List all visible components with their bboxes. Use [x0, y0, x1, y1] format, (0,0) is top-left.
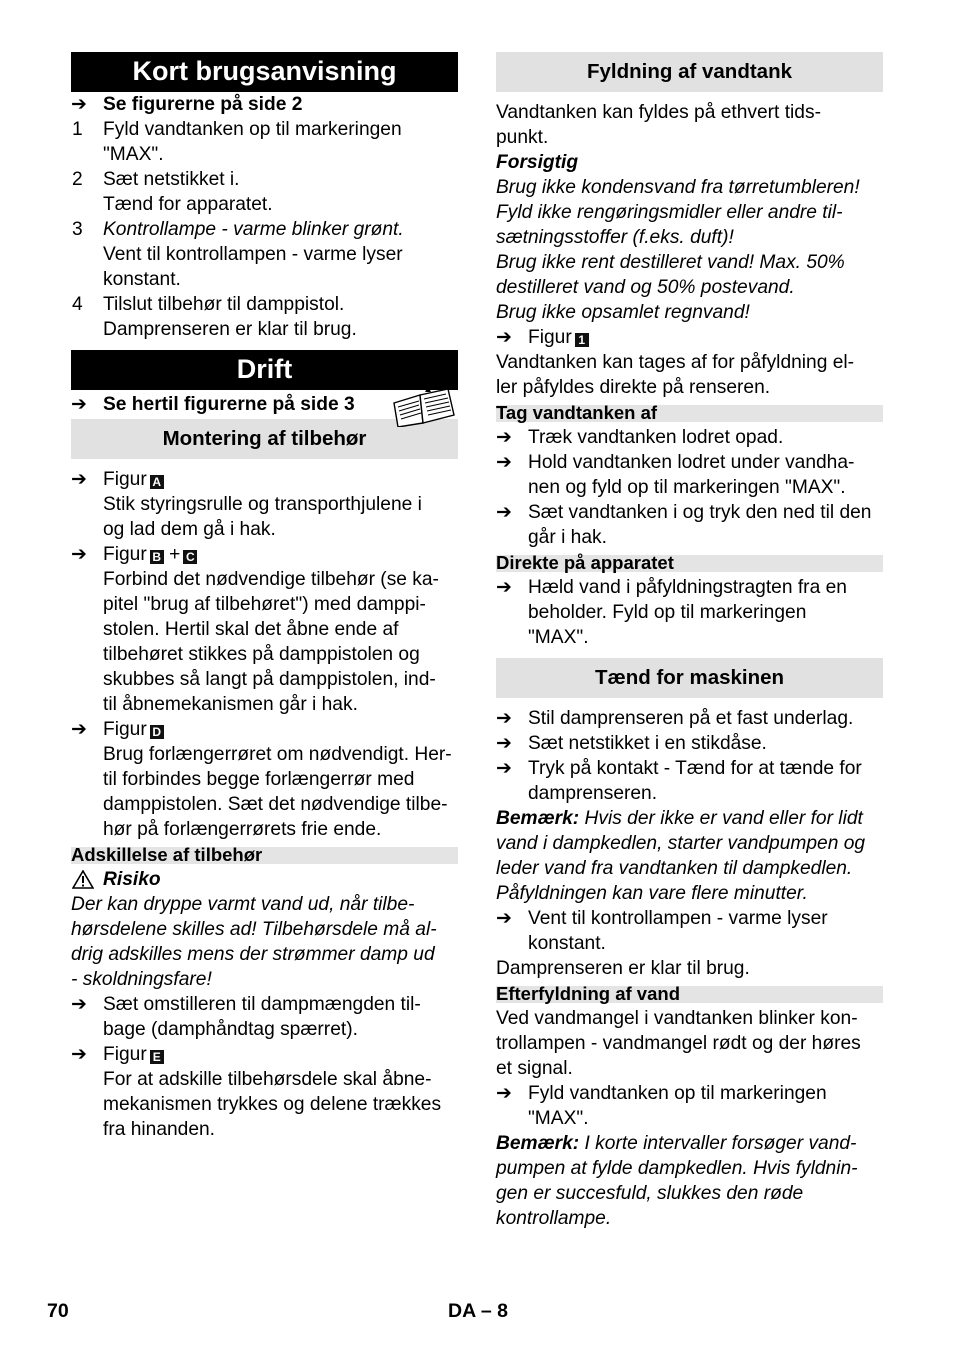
arrow-icon: ➔: [71, 469, 87, 490]
taend-bullet-2: ➔ Sæt netstikket i en stikdåse.: [496, 733, 767, 754]
figure-a-badge: A: [150, 475, 164, 489]
heading-tag-vandtanken-af: Tag vandtanken af: [496, 403, 883, 422]
arrow-icon: ➔: [496, 452, 512, 473]
figure-e-badge: E: [150, 1050, 164, 1064]
tag-af-bullet-2: ➔ Hold vandtanken lodret under vandha- nen og fyld op til markeringen "MAX".: [496, 452, 855, 498]
figure-d-badge: D: [150, 725, 164, 739]
efterfyldning-bullet: ➔ Fyld vandtanken op til markeringen "MAX".: [496, 1083, 827, 1129]
arrow-icon: ➔: [496, 908, 512, 929]
fyldning-text-after: Vandtanken kan tages af for påfyldning el- ler påfyldes direkte på renseren.: [496, 352, 855, 398]
efterfyldning-text: Ved vandmangel i vandtanken blinker kon- trollampen - vandmangel rødt og der høres et signal.: [496, 1008, 861, 1079]
right-column: [496, 52, 883, 1231]
figure-1-badge: 1: [575, 333, 589, 347]
adskillelse-step-1: ➔ Sæt omstilleren til dampmængden til- bage (damphåndtag spærret).: [71, 994, 421, 1040]
figure-b-badge: B: [150, 550, 164, 564]
adskillelse-figur-e: ➔ Figur E For at adskille tilbehørsdele skal åbne- mekanismen trykkes og delene trækkes fra hinanden.: [71, 1044, 442, 1140]
note-label: Bemærk:: [496, 1133, 580, 1154]
direkte-bullet-1: ➔ Hæld vand i påfyldningstragten fra en beholder. Fyld op til markeringen "MAX".: [496, 577, 847, 648]
heading-direkte-pa-apparatet: Direkte på apparatet: [496, 553, 883, 572]
arrow-icon: ➔: [496, 1083, 512, 1104]
tag-af-bullet-3: ➔ Sæt vandtanken i og tryk den ned til den går i hak.: [496, 502, 872, 548]
step-1: 1 Fyld vandtanken op til markeringen "MAX".: [72, 119, 402, 165]
fyldning-figur-1: ➔ Figur 1: [496, 325, 883, 350]
heading-taend-for-maskinen: Tænd for maskinen: [496, 658, 883, 698]
fyldning-intro: Vandtanken kan fyldes på ethvert tids- punkt.: [496, 102, 821, 148]
taend-bullet-3: ➔ Tryk på kontakt - Tænd for at tænde for damprenseren.: [496, 758, 862, 804]
arrow-icon: ➔: [71, 94, 87, 115]
arrow-icon: ➔: [496, 327, 512, 348]
page-number: 70: [47, 1300, 69, 1322]
montering-figur-d: ➔ Figur D Brug forlængerrøret om nødvendigt. Her- til forbindes begge forlængerrør med damppistolen. Sæt det nødvendige tilbe- hør på forlængerrørets frie ende.: [71, 719, 452, 840]
arrow-icon: ➔: [71, 394, 87, 415]
arrow-icon: ➔: [496, 733, 512, 754]
heading-drift: Drift: [71, 350, 458, 390]
section-label: DA – 8: [448, 1300, 508, 1322]
taend-ready: Damprenseren er klar til brug.: [496, 958, 750, 979]
figure-c-badge: C: [183, 550, 197, 564]
arrow-icon: ➔: [71, 719, 87, 740]
heading-kort-brugsanvisning: Kort brugsanvisning: [71, 52, 458, 92]
tag-af-bullet-1: ➔ Træk vandtanken lodret opad.: [496, 427, 784, 448]
see-figures-page-2: ➔ Se figurerne på side 2: [71, 94, 303, 115]
left-column: [71, 52, 458, 1142]
taend-note: Bemærk: Hvis der ikke er vand eller for lidt vand i dampkedlen, starter vandpumpen og leder vand fra vandtanken til dampkedlen. Påfyldningen kan vare flere minutter.: [496, 808, 866, 904]
taend-bullet-after: ➔ Vent til kontrollampen - varme lyser konstant.: [496, 908, 828, 954]
arrow-icon: ➔: [496, 502, 512, 523]
manual-book-icon: [390, 383, 456, 427]
step-3: 3 Kontrollampe - varme blinker grønt. Vent til kontrollampen - varme lyser konstant.: [72, 219, 404, 290]
arrow-icon: ➔: [496, 427, 512, 448]
arrow-icon: ➔: [71, 994, 87, 1015]
arrow-icon: ➔: [71, 544, 87, 565]
note-label: Bemærk:: [496, 808, 580, 829]
risk-text: Der kan dryppe varmt vand ud, når tilbe- hørsdelene skilles ad! Tilbehørsdele må al- drig adskilles mens der strømmer damp ud - skoldningsfare!: [71, 894, 437, 990]
taend-bullet-1: ➔ Stil damprenseren på et fast underlag.: [496, 708, 854, 729]
heading-montering-af-tilbehor: Montering af tilbehør: [71, 419, 458, 459]
step-2: 2 Sæt netstikket i. Tænd for apparatet.: [72, 169, 273, 215]
efterfyldning-note: Bemærk: I korte intervaller forsøger vand- pumpen at fylde dampkedlen. Hvis fyldnin- gen er succesfuld, slukkes den røde kontrollampe.: [496, 1133, 858, 1229]
caution-label: Forsigtig: [496, 152, 579, 173]
step-4: 4 Tilslut tilbehør til damppistol. Damprenseren er klar til brug.: [72, 294, 357, 340]
risk-label: Risiko: [71, 867, 458, 892]
see-figures-page-3: ➔ Se hertil figurerne på side 3: [71, 392, 458, 417]
arrow-icon: ➔: [496, 708, 512, 729]
heading-adskillelse-af-tilbehor: Adskillelse af tilbehør: [71, 845, 458, 864]
arrow-icon: ➔: [71, 1044, 87, 1065]
warning-triangle-icon: [72, 870, 94, 889]
arrow-icon: ➔: [496, 577, 512, 598]
montering-figur-a: ➔ Figur A Stik styringsrulle og transporthjulene i og lad dem gå i hak.: [71, 469, 422, 540]
heading-efterfyldning-af-vand: Efterfyldning af vand: [496, 984, 883, 1003]
caution-text: Brug ikke kondensvand fra tørretumbleren! Fyld ikke rengøringsmidler eller andre til- sætningsstoffer (f.eks. duft)! Brug ikke rent destilleret vand! Max. 50% destilleret vand og 50% postevand. Brug ikke opsamlet regnvand!: [496, 177, 860, 323]
arrow-icon: ➔: [496, 758, 512, 779]
montering-figur-b-c: ➔ Figur B + C Forbind det nødvendige tilbehør (se ka- pitel "brug af tilbehøret") med damppi- stolen. Hertil skal det åbne ende af tilbehøret stikkes på damppistolen og skubbes så langt på damppistolen, ind- til åbnemekanismen går i hak.: [71, 544, 439, 715]
heading-fyldning-af-vandtank: Fyldning af vandtank: [496, 52, 883, 92]
